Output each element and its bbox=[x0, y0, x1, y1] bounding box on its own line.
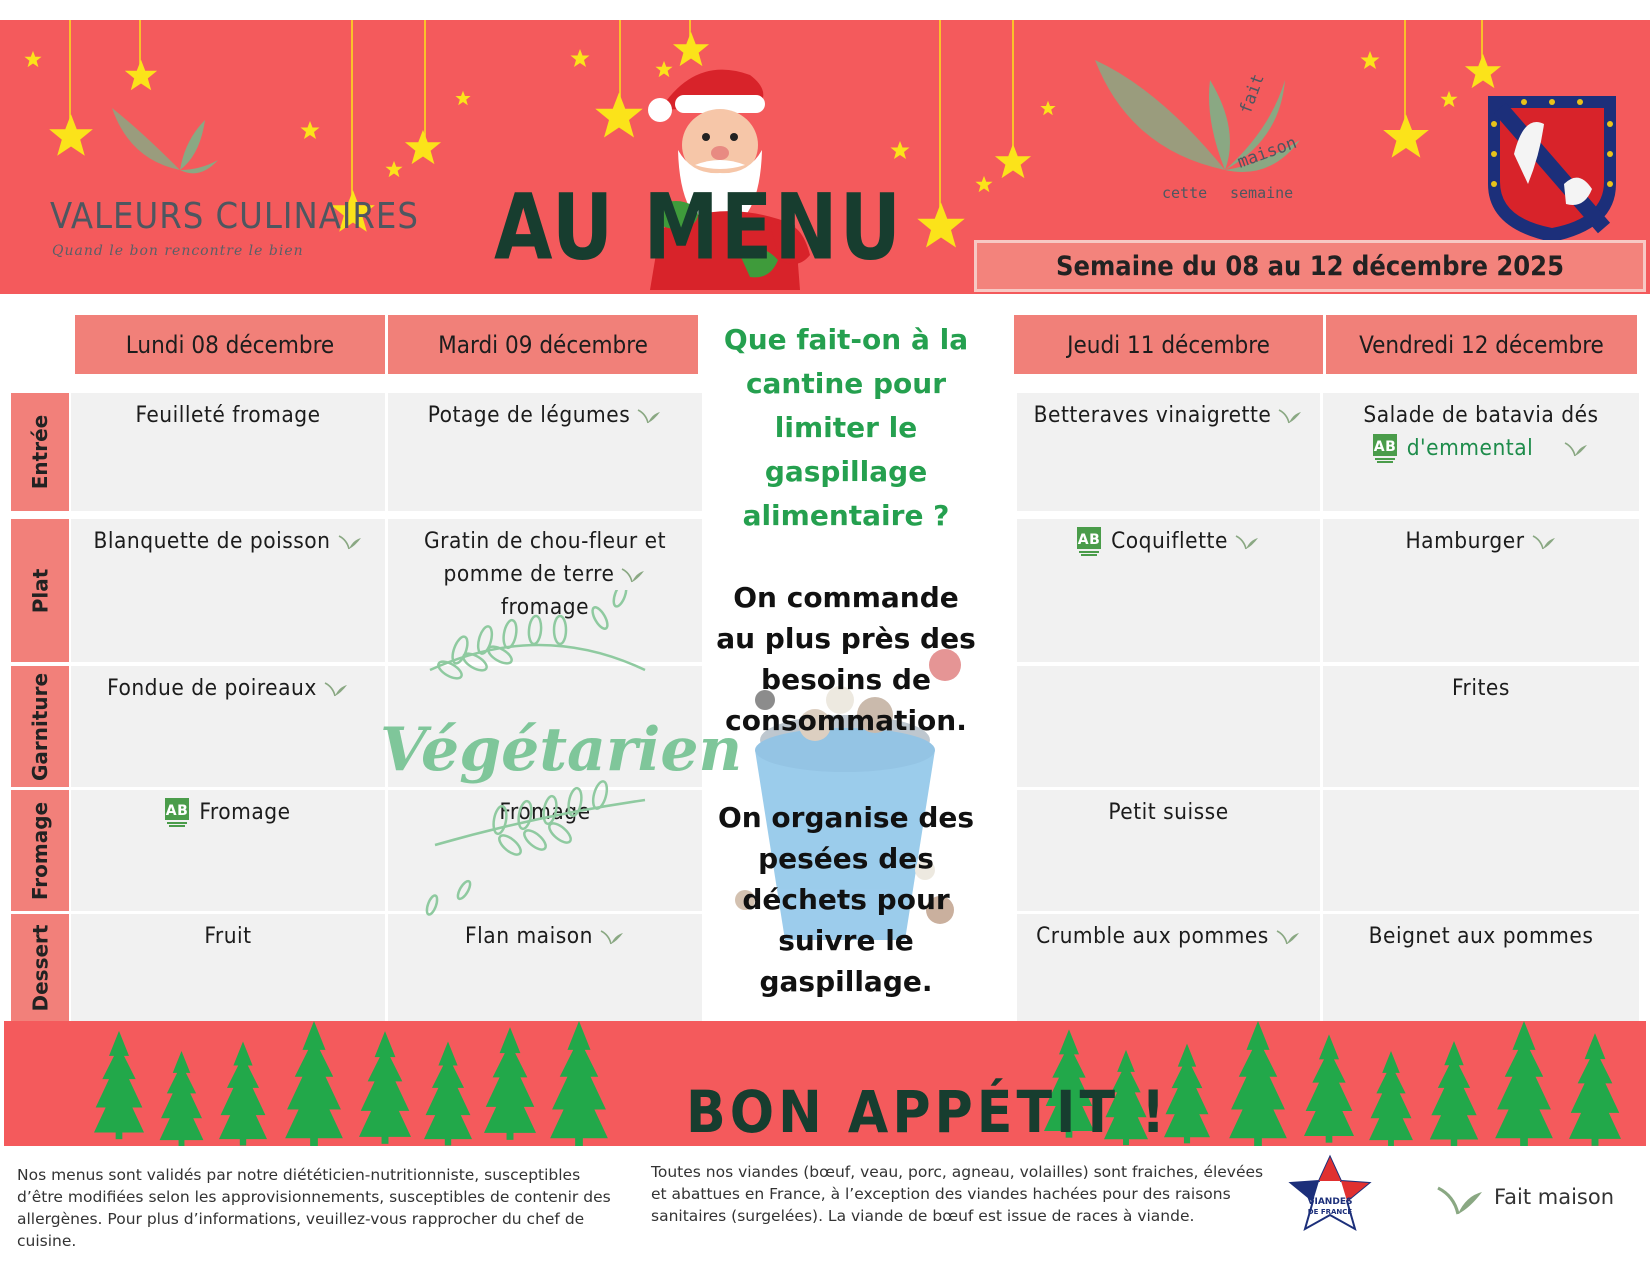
page-title: AU MENU bbox=[494, 174, 904, 280]
day-header-tuesday: Mardi 09 décembre bbox=[388, 315, 698, 374]
anti-waste-point-weighing: On organise des pesées des déchets pour suivre le gaspillage. bbox=[717, 801, 975, 998]
leaf-icon bbox=[1531, 534, 1557, 550]
menu-cell: Gratin de chou-fleur et pomme de terre fromage bbox=[388, 519, 702, 662]
menu-cell: Flan maison bbox=[388, 914, 702, 1021]
svg-text:fait: fait bbox=[1235, 71, 1269, 117]
svg-text:semaine: semaine bbox=[1230, 184, 1294, 202]
brand-tagline: Quand le bon rencontre le bien bbox=[52, 243, 304, 259]
menu-cell: Coquiflette bbox=[1017, 519, 1320, 662]
nutrition-note: Nos menus sont validés par notre diététicien-nutritionniste, susceptibles d’être modifiées selon les approvisionnements, susceptibles de contenir des allergènes. Pour plus d’informations, veuillez-vous rapprocher du chef de cuisine. bbox=[17, 1166, 611, 1250]
menu-cell: Fruit bbox=[71, 914, 385, 1021]
row-label-fromage: Fromage bbox=[11, 790, 69, 911]
leaf-icon bbox=[1277, 408, 1303, 424]
brand-name: VALEURS CULINAIRES bbox=[50, 196, 419, 237]
leaf-icon bbox=[1275, 929, 1301, 945]
menu-cell: Potage de légumes bbox=[388, 393, 702, 511]
menu-cell bbox=[1017, 666, 1320, 787]
menu-cell: Hamburger bbox=[1323, 519, 1639, 662]
leaf-icon bbox=[599, 929, 625, 945]
legend-fait-maison: Fait maison bbox=[1494, 1185, 1615, 1209]
menu-cell: Fromage bbox=[388, 790, 702, 911]
menu-cell: Feuilleté fromage bbox=[71, 393, 385, 511]
menu-cell bbox=[1323, 790, 1639, 911]
row-label-entree: Entrée bbox=[11, 393, 69, 511]
row-label-dessert: Dessert bbox=[11, 914, 69, 1021]
menu-cell: Crumble aux pommes bbox=[1017, 914, 1320, 1021]
organic-ab-icon bbox=[1373, 434, 1397, 464]
menu-cell: Beignet aux pommes bbox=[1323, 914, 1639, 1021]
leaf-icon bbox=[636, 408, 662, 424]
leaf-icon bbox=[1234, 534, 1260, 550]
meat-origin-note: Toutes nos viandes (bœuf, veau, porc, agneau, volailles) sont fraiches, élevées et abattues en France, à l’exception des viandes hachées pour des raisons sanitaires (surgelées). La viande de bœuf est issue de races à viande. bbox=[651, 1163, 1264, 1225]
row-label-garniture: Garniture bbox=[11, 666, 69, 787]
menu-cell: Salade de batavia dés d'emmental bbox=[1323, 393, 1639, 511]
vegetarian-label: Végétarien bbox=[380, 715, 743, 785]
leaf-icon bbox=[323, 681, 349, 697]
svg-text:cette: cette bbox=[1162, 184, 1208, 202]
anti-waste-question: Que fait-on à la cantine pour limiter le gaspillage alimentaire ? bbox=[723, 323, 969, 532]
organic-ab-icon bbox=[1077, 527, 1101, 557]
svg-text:VIANDES: VIANDES bbox=[1307, 1197, 1353, 1207]
day-header-friday: Vendredi 12 décembre bbox=[1326, 315, 1637, 374]
bon-appetit-title: BON APPÉTIT ! bbox=[686, 1078, 1169, 1146]
leaf-icon bbox=[1432, 1180, 1492, 1220]
menu-cell: Blanquette de poisson bbox=[71, 519, 385, 662]
leaf-icon bbox=[1563, 441, 1589, 457]
svg-text:DE FRANCE: DE FRANCE bbox=[1307, 1208, 1353, 1216]
svg-text:maison: maison bbox=[1234, 132, 1300, 173]
leaf-icon bbox=[337, 534, 363, 550]
menu-cell: Betteraves vinaigrette bbox=[1017, 393, 1320, 511]
row-label-plat: Plat bbox=[11, 519, 69, 662]
coat-of-arms-icon bbox=[1484, 94, 1620, 244]
menu-cell: Frites bbox=[1323, 666, 1639, 787]
anti-waste-point-order: On commande au plus près des besoins de consommation. bbox=[716, 581, 976, 737]
leaf-icon bbox=[112, 108, 218, 173]
menu-cell: Fromage bbox=[71, 790, 385, 911]
day-header-thursday: Jeudi 11 décembre bbox=[1014, 315, 1323, 374]
week-range: Semaine du 08 au 12 décembre 2025 bbox=[974, 240, 1646, 292]
leaf-icon bbox=[620, 567, 646, 583]
viandes-de-france-icon bbox=[1285, 1153, 1375, 1233]
organic-ab-icon bbox=[165, 798, 189, 828]
menu-cell: Fondue de poireaux bbox=[71, 666, 385, 787]
menu-cell: Petit suisse bbox=[1017, 790, 1320, 911]
day-header-monday: Lundi 08 décembre bbox=[75, 315, 385, 374]
